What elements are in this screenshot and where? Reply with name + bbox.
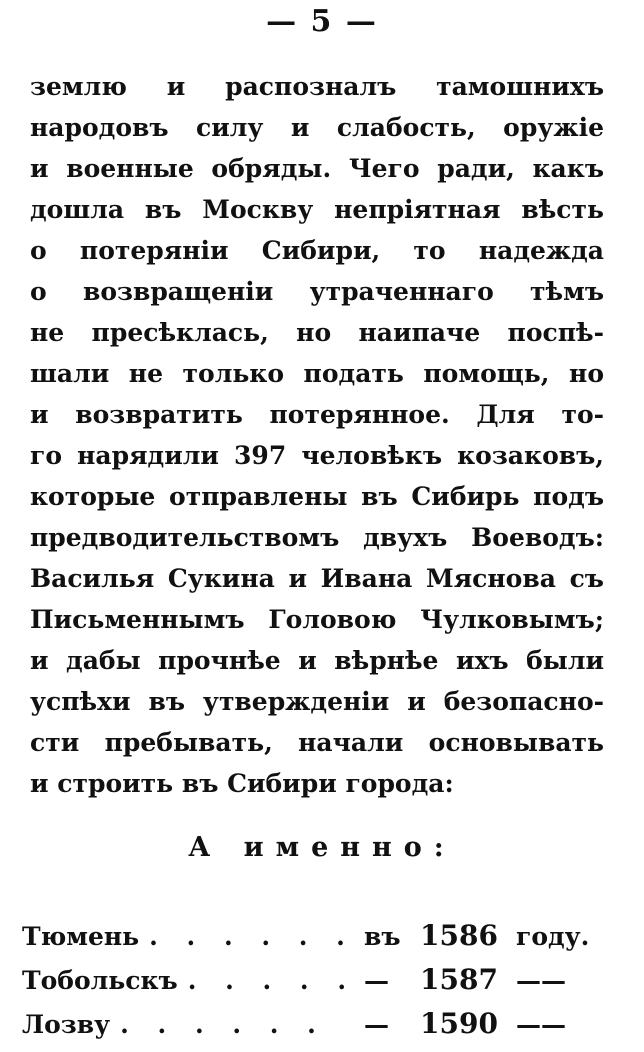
town-year: 1586 xyxy=(420,919,498,952)
section-subheading: А именно: xyxy=(188,832,456,863)
town-name: Тобольскъ xyxy=(22,966,178,995)
text-line: которые отправлены въ Сибирь подъ xyxy=(30,482,604,511)
page-number: — 5 — xyxy=(266,4,378,39)
town-suffix: году. xyxy=(516,922,590,951)
leader-dots: . . . . . . xyxy=(120,1010,326,1039)
text-line: и дабы прочнѣе и вѣрнѣе ихъ были xyxy=(30,646,604,675)
text-line: землю и распозналъ тамошнихъ xyxy=(30,72,604,101)
town-row xyxy=(22,1002,592,1046)
text-line: о возвращеніи утраченнаго тѣмъ xyxy=(30,277,604,306)
text-line: и военные обряды. Чего ради, какъ xyxy=(30,154,604,183)
leader-dots: . . . . . . xyxy=(149,922,355,951)
town-year: 1587 xyxy=(420,963,498,996)
text-line: предводительствомъ двухъ Воеводъ: xyxy=(30,523,604,552)
town-name: Тюмень xyxy=(22,922,140,951)
text-line: Василья Сукина и Ивана Мяснова съ xyxy=(30,564,604,593)
towns-list xyxy=(22,914,592,1046)
town-year: 1590 xyxy=(420,1007,498,1040)
town-row xyxy=(22,914,592,958)
text-line: не пресѣклась, но наипаче поспѣ- xyxy=(30,318,604,347)
text-line: успѣхи въ утвержденіи и безопасно- xyxy=(30,687,604,716)
text-line: шали не только подать помощь, но xyxy=(30,359,604,388)
text-line: го нарядили 397 человѣкъ козаковъ, xyxy=(30,441,604,470)
town-prefix: въ xyxy=(364,922,401,951)
text-line: и строить въ Сибири города: xyxy=(30,769,454,798)
text-line: народовъ силу и слабость, оружіе xyxy=(30,113,604,142)
body-text xyxy=(30,66,604,804)
text-line: о потеряніи Сибири, то надежда xyxy=(30,236,604,265)
town-suffix: —— xyxy=(516,966,566,995)
text-line: и возвратить потерянное. Для то- xyxy=(30,400,604,429)
town-prefix: — xyxy=(364,966,389,995)
text-line: дошла въ Москву непріятная вѣсть xyxy=(30,195,604,224)
town-row xyxy=(22,958,592,1002)
town-name: Лозву xyxy=(22,1010,111,1039)
text-line: Письменнымъ Головою Чулковымъ; xyxy=(30,605,604,634)
town-prefix: — xyxy=(364,1010,389,1039)
town-suffix: —— xyxy=(516,1010,566,1039)
leader-dots: . . . . . xyxy=(187,966,357,995)
text-line: сти пребывать, начали основывать xyxy=(30,728,604,757)
